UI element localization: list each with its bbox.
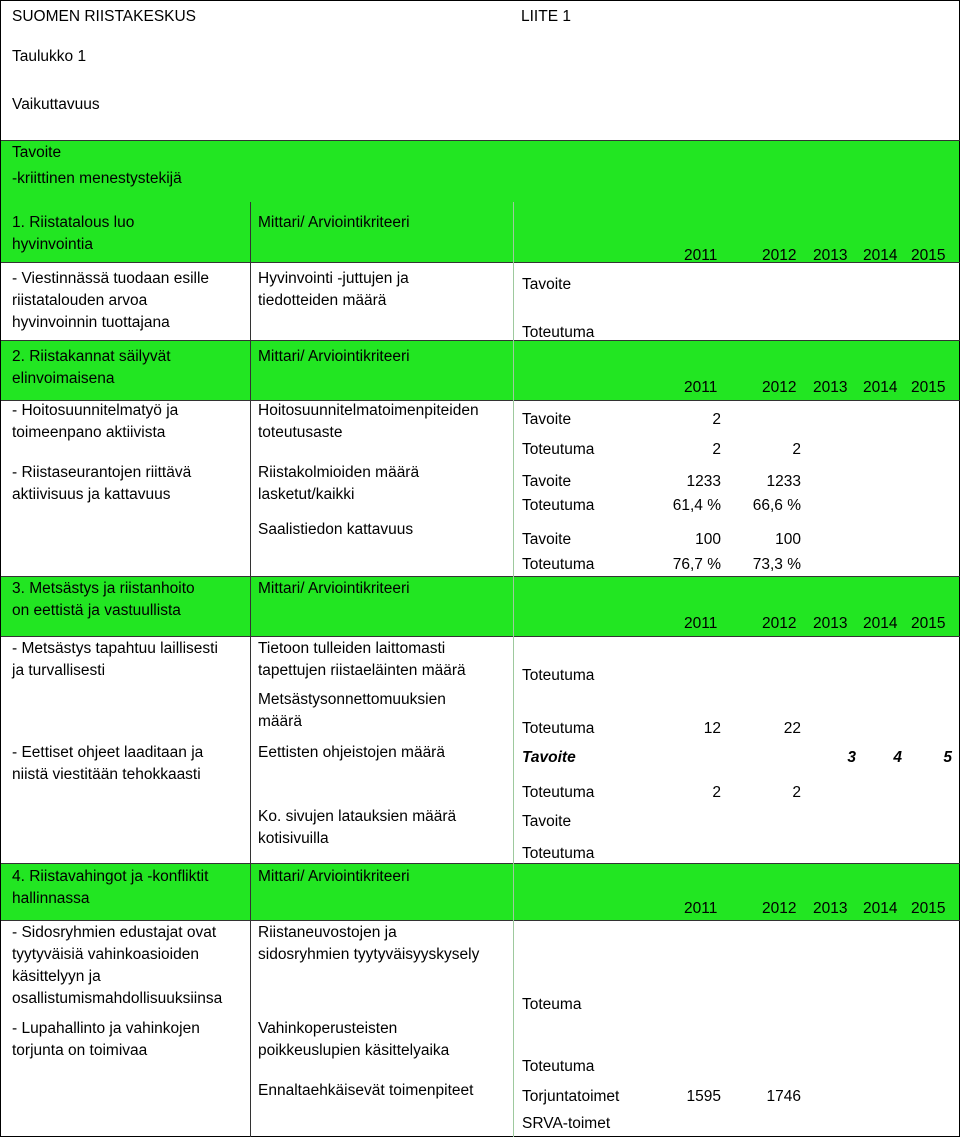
metric-text: lasketut/kaikki <box>258 486 355 503</box>
section-4-title: 4. Riistavahingot ja -konfliktit <box>12 868 209 885</box>
metric-text: Riistaneuvostojen ja <box>258 924 397 941</box>
value-cell: 73,3 % <box>752 556 801 573</box>
year-header: 2013 <box>813 379 848 396</box>
value-cell: 1746 <box>766 1088 801 1105</box>
tavoite-label: Tavoite <box>522 813 572 830</box>
tavoite-label: Tavoite <box>522 411 572 428</box>
metric-text: Ennaltaehkäisevät toimenpiteet <box>258 1082 474 1099</box>
value-cell: 61,4 % <box>672 497 721 514</box>
value-cell: 1595 <box>686 1088 721 1105</box>
value-cell: 3 <box>847 749 856 766</box>
toteutuma-label: Toteutuma <box>522 845 595 862</box>
year-header: 2011 <box>684 379 718 396</box>
value-cell: 100 <box>775 531 801 548</box>
metric-text: Hoitosuunnitelmatoimenpiteiden <box>258 402 479 419</box>
metric-text: toteutusaste <box>258 424 343 441</box>
toteutuma-label: Toteutuma <box>522 720 595 737</box>
value-cell: 100 <box>695 531 721 548</box>
goal-title: Tavoite <box>12 144 62 161</box>
column-divider <box>250 202 251 1137</box>
value-cell: 1233 <box>686 473 721 490</box>
criterion-heading: Mittari/ Arviointikriteeri <box>258 348 410 365</box>
toteutuma-label: Toteutuma <box>522 667 595 684</box>
year-header: 2015 <box>911 615 946 632</box>
tavoite-label: Tavoite <box>522 749 576 766</box>
goal-text: tyytyväisiä vahinkoasioiden <box>12 946 199 963</box>
goal-text: - Metsästys tapahtuu laillisesti <box>12 640 218 657</box>
goal-text: - Eettiset ohjeet laaditaan ja <box>12 744 204 761</box>
goal-subtitle: -kriittinen menestystekijä <box>12 170 182 187</box>
toteutuma-label: Toteutuma <box>522 556 595 573</box>
goal-text: torjunta on toimivaa <box>12 1042 148 1059</box>
metric-text: tapettujen riistaeläinten määrä <box>258 662 466 679</box>
table-label: Taulukko 1 <box>12 48 87 65</box>
year-header: 2012 <box>762 247 797 264</box>
year-header: 2014 <box>863 900 898 917</box>
section-4-title: hallinnassa <box>12 890 90 907</box>
section-2-title: 2. Riistakannat säilyvät <box>12 348 171 365</box>
year-header: 2013 <box>813 615 848 632</box>
metric-text: Tietoon tulleiden laittomasti <box>258 640 446 657</box>
divider <box>1 340 960 341</box>
criterion-heading: Mittari/ Arviointikriteeri <box>258 214 410 231</box>
goal-text: niistä viestitään tehokkaasti <box>12 766 201 783</box>
toteutuma-label: Toteutuma <box>522 497 595 514</box>
metric-text: Riistakolmioiden määrä <box>258 464 420 481</box>
year-header: 2014 <box>863 247 898 264</box>
value-cell: 22 <box>783 720 801 737</box>
metric-text: Ko. sivujen latauksien määrä <box>258 808 457 825</box>
section-heading: Vaikuttavuus <box>12 96 100 113</box>
value-cell: 4 <box>893 749 902 766</box>
divider <box>1 863 960 864</box>
section-2-title: elinvoimaisena <box>12 370 115 387</box>
value-cell: 76,7 % <box>672 556 721 573</box>
metric-text: Vahinkoperusteisten <box>258 1020 398 1037</box>
value-cell: 2 <box>792 784 801 801</box>
value-cell: 12 <box>703 720 721 737</box>
value-cell: 2 <box>712 441 721 458</box>
year-header: 2014 <box>863 379 898 396</box>
year-header: 2011 <box>684 247 718 264</box>
year-header: 2015 <box>911 379 946 396</box>
metric-text: sidosryhmien tyytyväisyyskysely <box>258 946 480 963</box>
section-3-title: on eettistä ja vastuullista <box>12 602 181 619</box>
torjuntatoimet-label: Torjuntatoimet <box>522 1088 620 1105</box>
metric-text: Metsästysonnettomuuksien <box>258 691 446 708</box>
value-cell: 2 <box>792 441 801 458</box>
goal-text: - Viestinnässä tuodaan esille <box>12 270 210 287</box>
year-header: 2011 <box>684 615 718 632</box>
toteutuma-label: Toteutuma <box>522 1058 595 1075</box>
value-cell: 2 <box>712 784 721 801</box>
year-header: 2011 <box>684 900 718 917</box>
tavoite-label: Tavoite <box>522 276 572 293</box>
goal-text: toimeenpano aktiivista <box>12 424 166 441</box>
divider <box>1 636 960 637</box>
org-name: SUOMEN RIISTAKESKUS <box>12 8 197 25</box>
section-1-title: hyvinvointia <box>12 236 93 253</box>
goal-text: - Sidosryhmien edustajat ovat <box>12 924 217 941</box>
year-header: 2014 <box>863 615 898 632</box>
tavoite-label: Tavoite <box>522 531 572 548</box>
appendix-label: LIITE 1 <box>521 8 571 25</box>
metric-text: kotisivuilla <box>258 830 329 847</box>
toteutuma-label: Toteutuma <box>522 441 595 458</box>
srva-label: SRVA-toimet <box>522 1115 611 1132</box>
goal-text: hyvinvoinnin tuottajana <box>12 314 170 331</box>
tavoite-label: Tavoite <box>522 473 572 490</box>
year-header: 2013 <box>813 900 848 917</box>
divider <box>1 920 960 921</box>
goal-text: - Hoitosuunnitelmatyö ja <box>12 402 179 419</box>
year-header: 2012 <box>762 900 797 917</box>
value-cell: 66,6 % <box>752 497 801 514</box>
criterion-heading: Mittari/ Arviointikriteeri <box>258 580 410 597</box>
value-cell: 5 <box>943 749 952 766</box>
year-header: 2012 <box>762 379 797 396</box>
metric-text: määrä <box>258 713 302 730</box>
criterion-heading: Mittari/ Arviointikriteeri <box>258 868 410 885</box>
year-header: 2015 <box>911 247 946 264</box>
year-header: 2012 <box>762 615 797 632</box>
metric-text: Hyvinvointi -juttujen ja <box>258 270 409 287</box>
section-3-title: 3. Metsästys ja riistanhoito <box>12 580 195 597</box>
column-divider <box>513 202 514 1137</box>
goal-text: - Lupahallinto ja vahinkojen <box>12 1020 200 1037</box>
goal-text: osallistumismahdollisuuksiinsa <box>12 990 223 1007</box>
metric-text: Eettisten ohjeistojen määrä <box>258 744 445 761</box>
goal-text: - Riistaseurantojen riittävä <box>12 464 192 481</box>
toteutuma-label: Toteutuma <box>522 784 595 801</box>
section-1-title: 1. Riistatalous luo <box>12 214 135 231</box>
value-cell: 1233 <box>766 473 801 490</box>
goal-text: käsittelyyn ja <box>12 968 101 985</box>
value-cell: 2 <box>712 411 721 428</box>
goal-text: riistatalouden arvoa <box>12 292 148 309</box>
toteuma-label: Toteuma <box>522 996 582 1013</box>
year-header: 2015 <box>911 900 946 917</box>
divider <box>1 576 960 577</box>
metric-text: poikkeuslupien käsittelyaika <box>258 1042 450 1059</box>
goal-text: ja turvallisesti <box>12 662 106 679</box>
goal-text: aktiivisuus ja kattavuus <box>12 486 171 503</box>
metric-text: Saalistiedon kattavuus <box>258 521 414 538</box>
divider <box>1 140 960 141</box>
year-header: 2013 <box>813 247 848 264</box>
toteutuma-label: Toteutuma <box>522 324 595 341</box>
metric-text: tiedotteiden määrä <box>258 292 387 309</box>
